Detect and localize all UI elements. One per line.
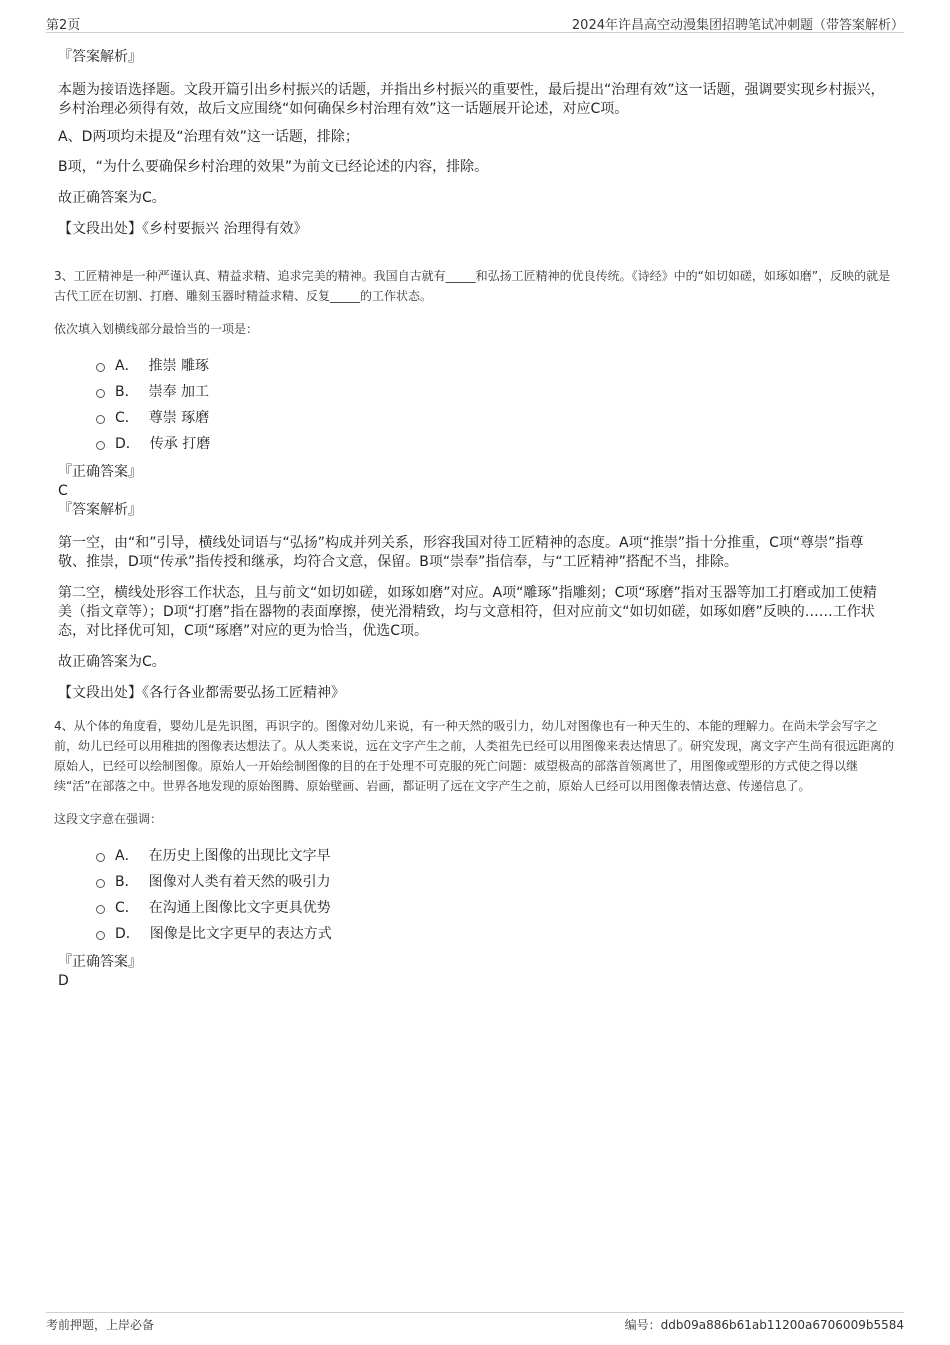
radio-icon[interactable]: [96, 879, 105, 888]
analysis-block-q2: [54, 48, 900, 239]
correct-answer-label: 『正确答案』: [58, 464, 142, 480]
option-c[interactable]: C． 在沟通上图像比文字更具优势: [96, 894, 900, 920]
page-header: [46, 14, 904, 33]
question-text: 3、工匠精神是一种严谨认真、精益求精、追求完美的精神。我国自古就有_____和弘扬工匠精神的优良传统。《诗经》中的“如切如磋，如琢如磨”，反映的就是古代工匠在切割、打磨、雕刻玉器时精益求精、反复_____的工作状态。: [54, 269, 891, 303]
analysis-paragraph: 第一空，由“和”引导，横线处词语与“弘扬”构成并列关系，形容我国对待工匠精神的态度。A项“推崇”指十分推重，C项“尊崇”指尊敬、推崇，D项“传承”指传授和继承，均符合文意，保留。B项“崇奉”指信奉，与“工匠精神”搭配不当，排除。: [58, 535, 864, 570]
source-citation: 【文段出处】《各行各业都需要弘扬工匠精神》: [58, 685, 345, 701]
footer-slogan: 考前押题，上岸必备: [46, 1318, 155, 1332]
conclusion-paragraph: 故正确答案为C。: [58, 190, 166, 206]
conclusion-paragraph: 故正确答案为C。: [58, 654, 166, 670]
correct-answer-value: C: [58, 483, 68, 499]
option-list: [54, 842, 900, 946]
option-c[interactable]: C． 尊崇 琢磨: [96, 404, 900, 430]
analysis-paragraph: 本题为接语选择题。文段开篇引出乡村振兴的话题，并指出乡村振兴的重要性，最后提出“治理有效”这一话题，强调要实现乡村振兴，乡村治理必须得有效，故后文应围绕“如何确保乡村治理有效”这一话题展开论述，对应C项。: [58, 82, 885, 117]
option-list: [54, 352, 900, 456]
page-footer: [46, 1312, 904, 1335]
option-b[interactable]: B． 崇奉 加工: [96, 378, 900, 404]
analysis-label: 『答案解析』: [58, 502, 142, 518]
option-d[interactable]: D． 图像是比文字更早的表达方式: [96, 920, 900, 946]
question-text: 4、从个体的角度看，婴幼儿是先识图，再识字的。图像对幼儿来说，有一种天然的吸引力，幼儿对图像也有一种天生的、本能的理解力。在尚未学会写字之前，幼儿已经可以用稚拙的图像表达想法了。从人类来说，远在文字产生之前，人类祖先已经可以用图像来表达情思了。研究发现，离文字产生尚有很远距离的原始人，已经可以绘制图像。原始人一开始绘制图像的目的在于处理不可克服的死亡问题：威望极高的部落首领离世了，用图像或塑形的方式使之得以继续“活”在部落之中。世界各地发现的原始图腾、原始壁画、岩画，都证明了远在文字产生之前，原始人已经可以用图像表情达意、传递信息了。: [54, 719, 895, 793]
correct-answer-value: D: [58, 973, 69, 989]
option-a[interactable]: A． 在历史上图像的出现比文字早: [96, 842, 900, 868]
analysis-paragraph: 第二空，横线处形容工作状态，且与前文“如切如磋，如琢如磨”对应。A项“雕琢”指雕刻；C项“琢磨”指对玉器等加工打磨或加工使精美（指文章等）；D项“打磨”指在器物的表面摩擦，使光滑精致，均与文意相符，但对应前文“如切如磋，如琢如磨”反映的……工作状态，对比择优可知，C项“琢磨”对应的更为恰当，优选C项。: [58, 585, 877, 639]
analysis-label: 『答案解析』: [58, 49, 142, 65]
option-d[interactable]: D． 传承 打磨: [96, 430, 900, 456]
radio-icon[interactable]: [96, 853, 105, 862]
page-number: 第2页: [46, 18, 81, 33]
radio-icon[interactable]: [96, 415, 105, 424]
radio-icon[interactable]: [96, 363, 105, 372]
document-id: 编号：ddb09a886b61ab11200a6706009b5584: [624, 1318, 904, 1332]
question-prompt: 依次填入划横线部分最恰当的一项是：: [54, 322, 259, 336]
radio-icon[interactable]: [96, 931, 105, 940]
question-3: [54, 266, 900, 703]
document-content: [54, 46, 900, 991]
radio-icon[interactable]: [96, 441, 105, 450]
analysis-paragraph: B项，“为什么要确保乡村治理的效果”为前文已经论述的内容，排除。: [58, 159, 489, 175]
analysis-paragraph: A、D两项均未提及“治理有效”这一话题，排除；: [58, 129, 359, 145]
option-a[interactable]: A． 推崇 雕琢: [96, 352, 900, 378]
radio-icon[interactable]: [96, 905, 105, 914]
radio-icon[interactable]: [96, 389, 105, 398]
source-citation: 【文段出处】《乡村要振兴 治理得有效》: [58, 221, 308, 237]
question-4: [54, 716, 900, 991]
option-b[interactable]: B． 图像对人类有着天然的吸引力: [96, 868, 900, 894]
document-title: 2024年许昌高空动漫集团招聘笔试冲刺题（带答案解析）: [571, 18, 904, 33]
correct-answer-label: 『正确答案』: [58, 954, 142, 970]
question-prompt: 这段文字意在强调：: [54, 812, 163, 826]
